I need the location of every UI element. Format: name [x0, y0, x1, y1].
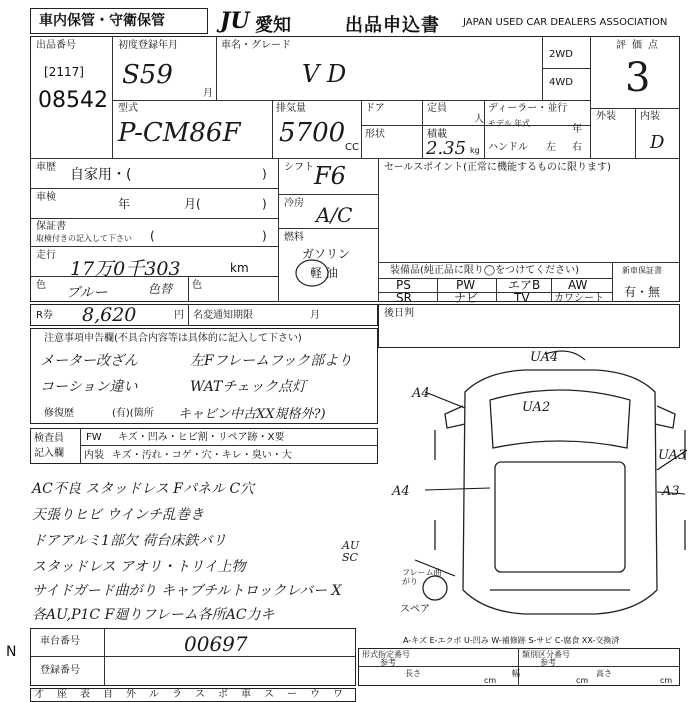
model-year-label: モデル 年式 [488, 119, 531, 128]
sales-point-label: セールスポイント(正常に機能するものに限ります) [384, 162, 611, 173]
diag-label-ua4: UA4 [530, 350, 559, 365]
equip-navi: ナビ [454, 291, 479, 305]
shift-value: F6 [314, 162, 346, 190]
fuel-circle-mark [292, 256, 332, 290]
form-title: 出品申込書 [345, 15, 440, 36]
equip-leather: カワシート [554, 293, 604, 304]
int-label: 内装 [640, 111, 660, 122]
kind-ref: 参考 [540, 658, 556, 667]
reg-date-value: S59 [122, 60, 173, 90]
bottom-check-4: 外 [126, 689, 136, 700]
diag-label-a4-side: A4 [392, 484, 410, 499]
equip-airbag: エアB [508, 278, 541, 292]
chassis-label: 車台番号 [40, 636, 80, 647]
handle-right: 右 [572, 142, 582, 153]
car-name-label: 車名・グレード [221, 40, 291, 51]
car-name-value: V D [302, 60, 347, 88]
remark-3: ドアアルミ1部欠 荷台床鉄バリ [32, 533, 227, 549]
capacity-unit: 人 [474, 114, 484, 125]
load-unit: kg [470, 146, 480, 155]
bottom-check-3: 自 [103, 689, 113, 700]
fuel-label: 燃料 [284, 232, 304, 243]
diag-label-a3: A3 [662, 484, 680, 499]
bottom-check-8: ボ [218, 689, 228, 700]
aircon-value: A/C [316, 203, 353, 227]
repair-value: (有)(箇所 [112, 408, 154, 419]
notes-label: 注意事項申告欄(不具合内容等は具体的に記入して下さい) [44, 333, 302, 344]
diag-spare: スペア [400, 604, 430, 615]
ext-label: 外装 [596, 111, 616, 122]
rating-value: 3 [625, 55, 651, 101]
equipment-label: 装備品(純正品に限り◯をつけてください) [390, 265, 579, 276]
equip-ps: PS [396, 278, 411, 292]
notice-label: 名変通知期限 [193, 310, 253, 321]
class-ref: 参考 [380, 658, 396, 667]
lot-number: 08542 [38, 88, 108, 113]
bottom-check-2: 表 [80, 689, 90, 700]
displacement-unit: CC [345, 142, 359, 153]
history-value: 自家用・( [70, 167, 132, 183]
reg-date-label: 初度登録年月 [118, 40, 178, 51]
color-code-value: 色替 [148, 282, 173, 296]
remark-6: 各AU,P1C F廻りフレーム各所AC力キ [32, 607, 275, 623]
notice-month: 月 [310, 310, 320, 321]
shift-label: シフト [284, 162, 314, 173]
reg-month-unit: 月 [203, 88, 213, 99]
equip-tv: TV [514, 291, 530, 305]
inspector-label: 検査員 [34, 433, 64, 444]
recycle-label: R券 [36, 310, 53, 321]
diag-spare-note: フレーム曲がり [402, 568, 442, 586]
color-code-label: 色 [192, 280, 202, 291]
height-unit: cm [660, 676, 673, 685]
rating-label: 評価点 [616, 40, 664, 51]
handle-left: 左 [546, 142, 556, 153]
shape-label: 形状 [365, 129, 385, 140]
later-input-label: 後日判 [384, 308, 414, 319]
load-value: 2.35 [426, 138, 467, 159]
model-label: 型式 [118, 103, 138, 114]
height-label: 高さ [596, 669, 612, 678]
inspection-month: 月( [184, 197, 201, 211]
car-damage-diagram [395, 350, 695, 630]
inspector-row1: キズ・凹み・ヒビ割・リペア跡・X要 [118, 432, 285, 443]
storage-text: 車内保管・守衛保管 [39, 13, 165, 29]
recycle-value: 8,620 [82, 304, 137, 326]
inspection-year: 年 [118, 197, 131, 211]
guarantee-close: ) [262, 229, 267, 243]
recycle-unit: 円 [174, 310, 184, 321]
bottom-check-5: ル [149, 689, 159, 700]
notes-line1a: メーター改ざん [40, 353, 138, 369]
fuel-diesel: 軽 油 [310, 266, 338, 280]
handle-label: ハンドル [488, 142, 528, 153]
displacement-value: 5700 [279, 118, 346, 148]
guarantee-note: 取検付きの記入して下さい [36, 234, 132, 243]
length-unit: cm [484, 676, 497, 685]
history-close: ) [262, 167, 267, 181]
load-label: 積載 [427, 129, 447, 140]
width-unit: cm [576, 676, 589, 685]
repair-note: キャビン中古XX規格外?) [178, 407, 326, 422]
guarantee-label: 保証書 [36, 221, 66, 232]
lot-label: 出品番号 [36, 40, 76, 51]
diag-label-a4-top: A4 [412, 386, 430, 401]
registration-label: 登録番号 [40, 665, 80, 676]
remark-1: AC不良 スタッドレス Fパネル C穴 [32, 481, 255, 497]
kind-label: 類別区分番号 [522, 650, 570, 659]
mileage-value: 17万0千303 [70, 258, 181, 280]
new-guarantee-label: 新車保証書 [622, 266, 662, 275]
fuel-gas: ガソリン [302, 247, 351, 261]
bottom-check-12: ウ [310, 689, 320, 700]
dealer-label: ディーラー・並行 [488, 103, 568, 114]
notes-line2b: WATチェック点灯 [190, 379, 306, 395]
logo-aichi: 愛知 [255, 15, 291, 36]
inspector-label2: 記入欄 [34, 448, 64, 459]
aircon-label: 冷房 [284, 198, 304, 209]
storage-box [30, 8, 208, 34]
diag-label-ua3: UA3 [658, 448, 687, 463]
capacity-label: 定員 [427, 103, 447, 114]
displacement-label: 排気量 [276, 103, 306, 114]
bottom-check-0: 才 [34, 689, 44, 700]
color-value: ブルー [66, 285, 108, 301]
remark-side: AU SC [342, 539, 360, 564]
notes-line1b: 左Fフレームフック部より [190, 353, 353, 369]
chassis-value: 00697 [184, 632, 248, 656]
model-value: P-CM86F [118, 118, 241, 148]
length-label: 長さ [405, 669, 421, 678]
form-title-en: JAPAN USED CAR DEALERS ASSOCIATION [463, 17, 668, 28]
equip-pw: PW [456, 278, 476, 292]
remark-5: サイドガード曲がり キャブチルトロックレバー X [32, 583, 342, 599]
bottom-check-10: ス [264, 689, 274, 700]
remark-2: 天張りヒビ ウインチ乱巻き [32, 507, 205, 523]
guarantee-open: ( [150, 229, 155, 243]
bottom-check-1: 座 [57, 689, 67, 700]
ju-logo: JU [220, 8, 250, 34]
remark-4: スタッドレス アオリ・トリイ上物 [32, 559, 246, 575]
inspection-label: 車検 [36, 192, 56, 203]
diag-label-ua2: UA2 [522, 400, 551, 415]
bottom-check-9: 車 [241, 689, 251, 700]
color-label: 色 [36, 280, 46, 291]
inspector-row2: キズ・汚れ・コゲ・穴・キレ・臭い・大 [112, 450, 292, 461]
drive-2wd: 2WD [549, 49, 573, 60]
inspection-close: ) [262, 197, 267, 211]
lot-subcode: [2117] [44, 65, 84, 79]
bottom-check-7: ス [195, 689, 205, 700]
new-guarantee-value: 有・無 [624, 285, 661, 299]
drive-4wd: 4WD [549, 77, 573, 88]
bottom-check-6: ラ [172, 689, 182, 700]
margin-mark: N [6, 644, 17, 660]
mileage-label: 走行 [36, 250, 56, 261]
equip-aw: AW [568, 278, 588, 292]
bottom-check-13: ワ [333, 689, 343, 700]
door-label: ドア [365, 103, 385, 114]
notes-line2a: コーション違い [40, 379, 138, 395]
model-year-unit: 年 [572, 124, 582, 135]
history-label: 車歴 [36, 162, 56, 173]
inspector-fw: FW [86, 432, 102, 443]
bottom-check-11: ー [287, 689, 297, 700]
mileage-unit: km [230, 261, 249, 275]
int-value: D [650, 132, 665, 153]
damage-legend: A-キズ E-エクボ U-凹み W-補修跡 S-サビ C-腐食 XX-交換済 [403, 636, 620, 645]
later-input-box [378, 304, 680, 348]
repair-label: 修復歴 [44, 408, 74, 419]
equip-sr: SR [396, 291, 412, 305]
class-label: 形式指定番号 [362, 650, 410, 659]
inspector-row2-label: 内装 [84, 450, 104, 461]
width-label: 幅 [512, 669, 520, 678]
